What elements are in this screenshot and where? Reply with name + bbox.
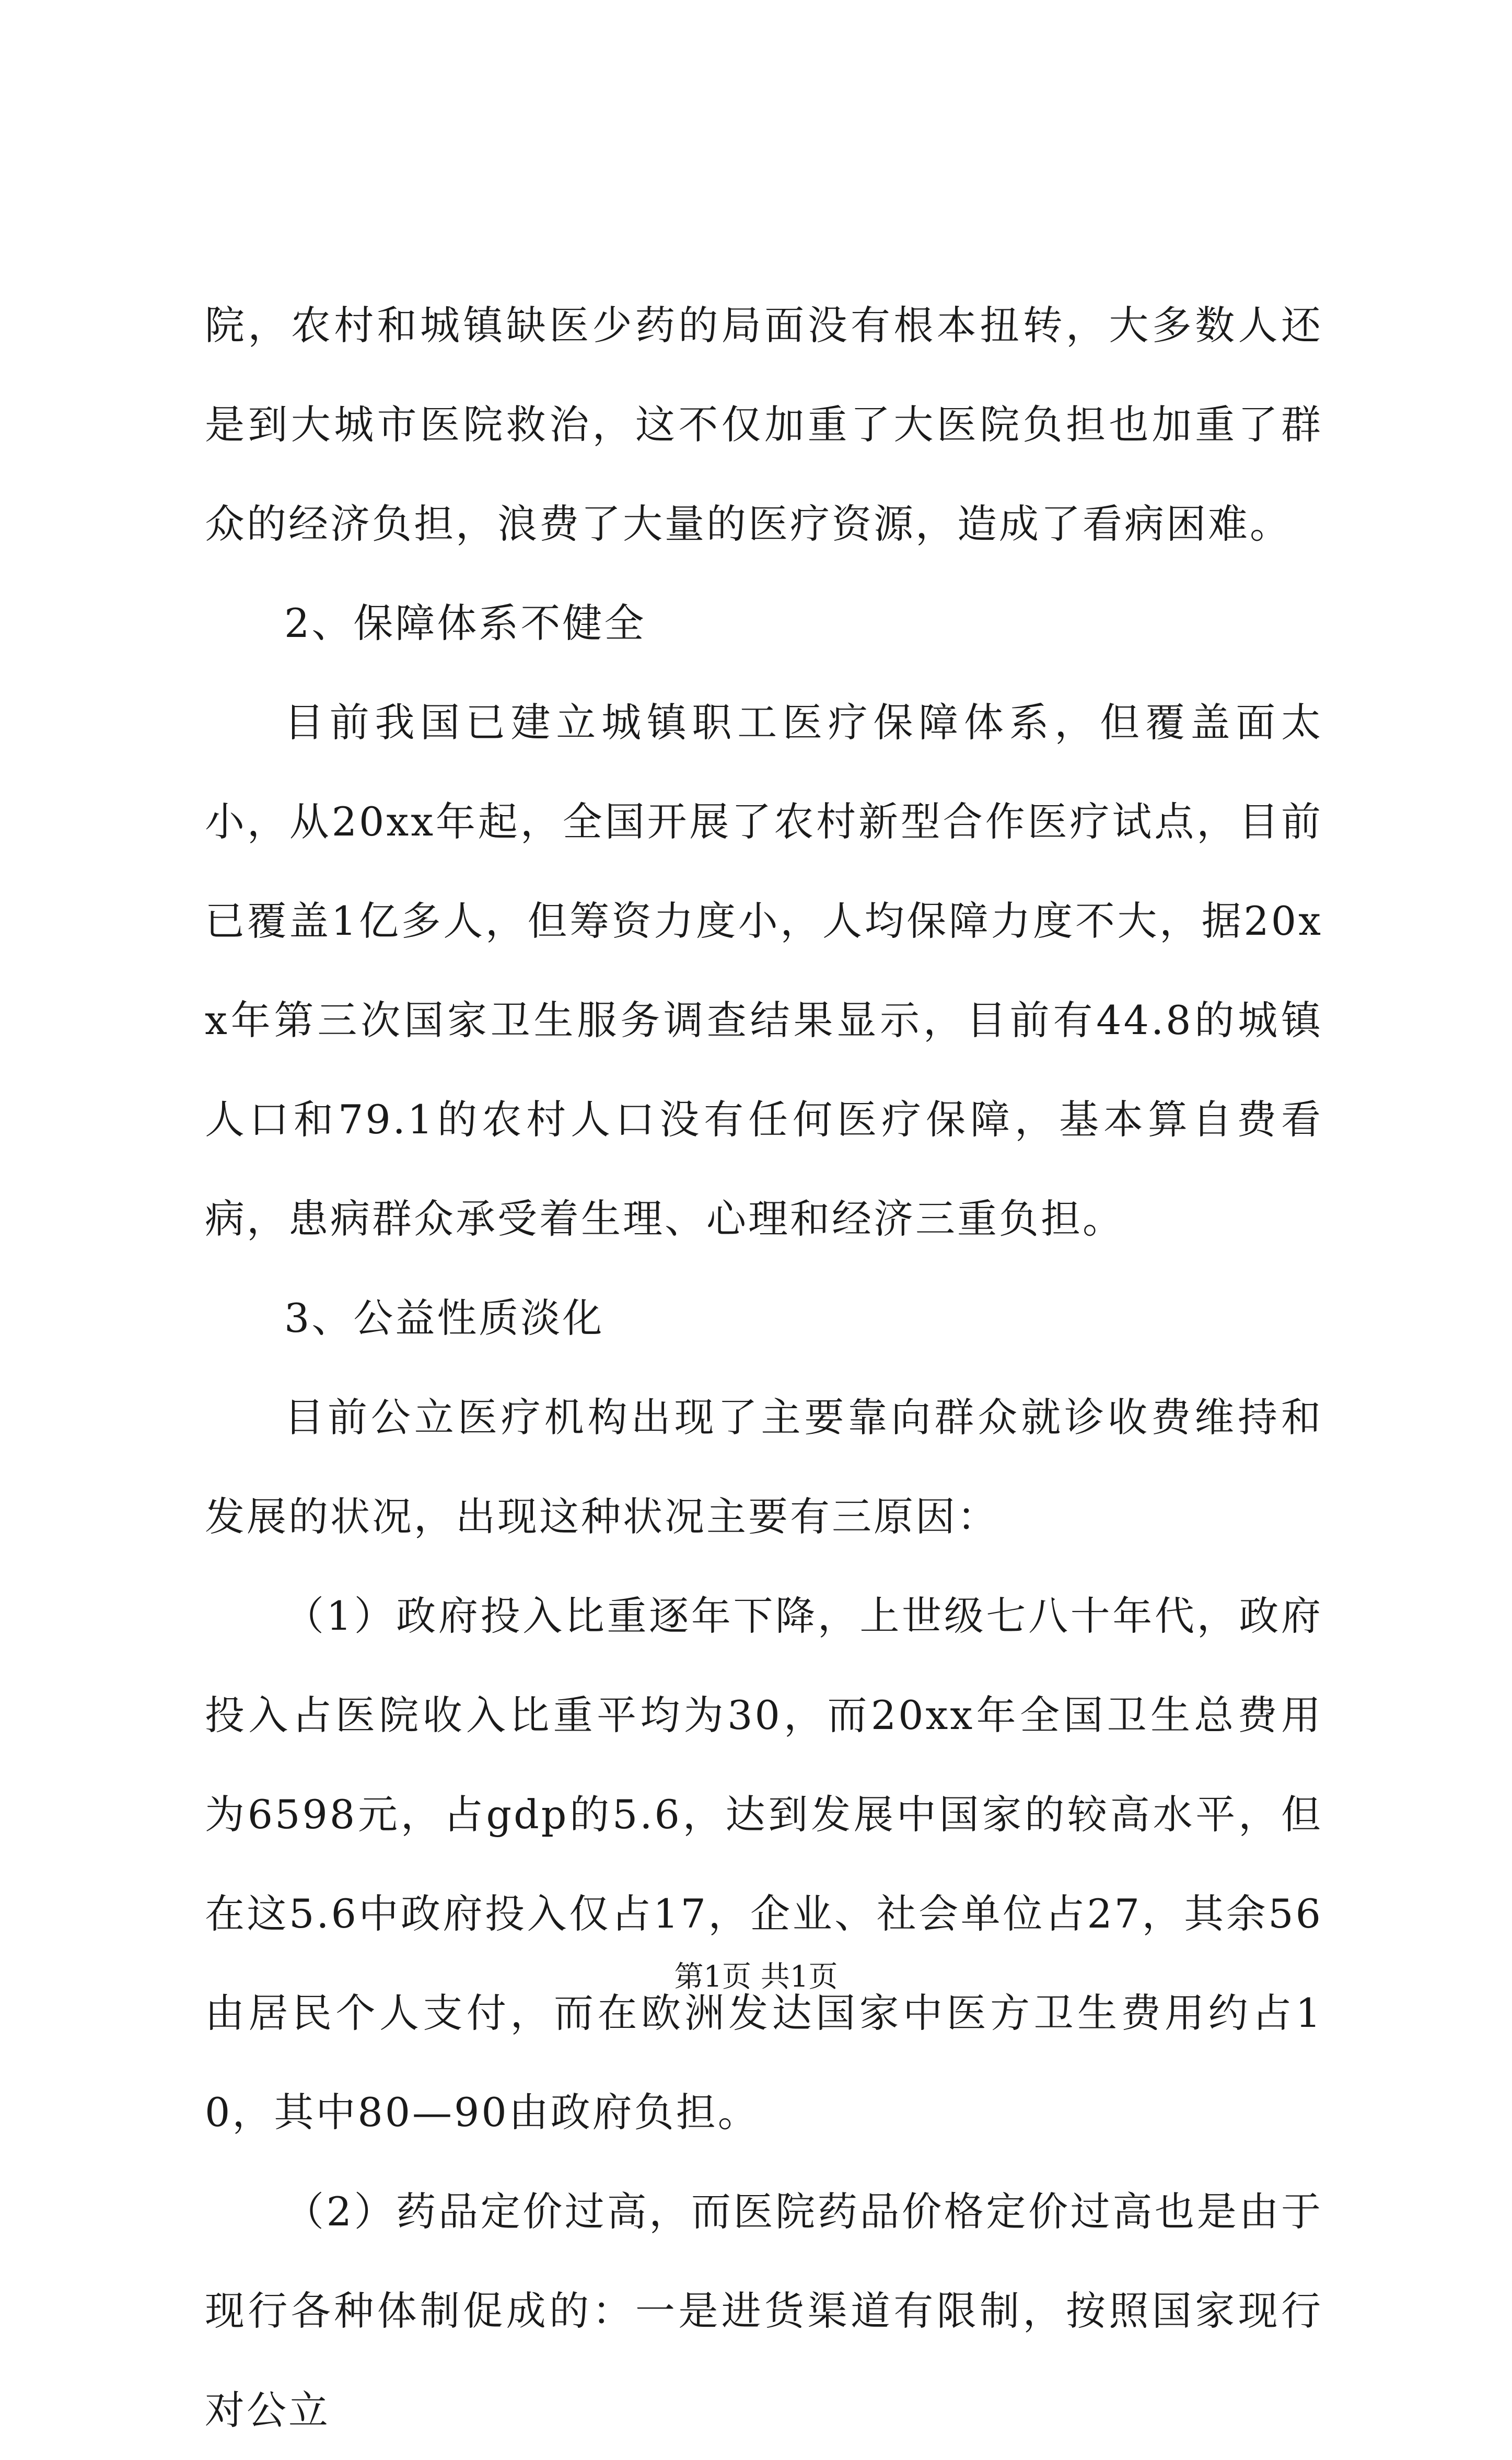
paragraph-public-welfare: 目前公立医疗机构出现了主要靠向群众就诊收费维持和发展的状况，出现这种状况主要有三原因： [205, 1394, 1323, 1540]
paragraph-item-1: （1）政府投入比重逐年下降，上世级七八十年代，政府投入占医院收入比重平均为30，而20xx年全国卫生总费用为6598元，占gdp的5.6，达到发展中国家的较高水平，但在这5.6中政府投入仅占17，企业、社会单位占27，其余56由居民个人支付，而在欧洲发达国家中医方卫生费用约占10，其中80—90由政府负担。 [205, 1593, 1323, 2136]
page-footer: 第1页 共1页 [674, 1960, 838, 1994]
document-body [205, 276, 1323, 2460]
paragraph-continuation: 院，农村和城镇缺医少药的局面没有根本扭转，大多数人还是到大城市医院救治，这不仅加重了大医院负担也加重了群众的经济负担，浪费了大量的医疗资源，造成了看病困难。 [205, 302, 1323, 547]
paragraph-security-system: 目前我国已建立城镇职工医疗保障体系，但覆盖面太小，从20xx年起，全国开展了农村新型合作医疗试点，目前已覆盖1亿多人，但筹资力度小，人均保障力度不大，据20xx年第三次国家卫生服务调查结果显示，目前有44.8的城镇人口和79.1的农村人口没有任何医疗保障，基本算自费看病，患病群众承受着生理、心理和经济三重负担。 [205, 699, 1323, 1242]
paragraph-item-2: （2）药品定价过高，而医院药品价格定价过高也是由于现行各种体制促成的：一是进货渠道有限制，按照国家现行对公立 [205, 2188, 1323, 2433]
section-heading-2: 2、保障体系不健全 [284, 600, 646, 646]
section-heading-3: 3、公益性质淡化 [284, 1295, 604, 1341]
